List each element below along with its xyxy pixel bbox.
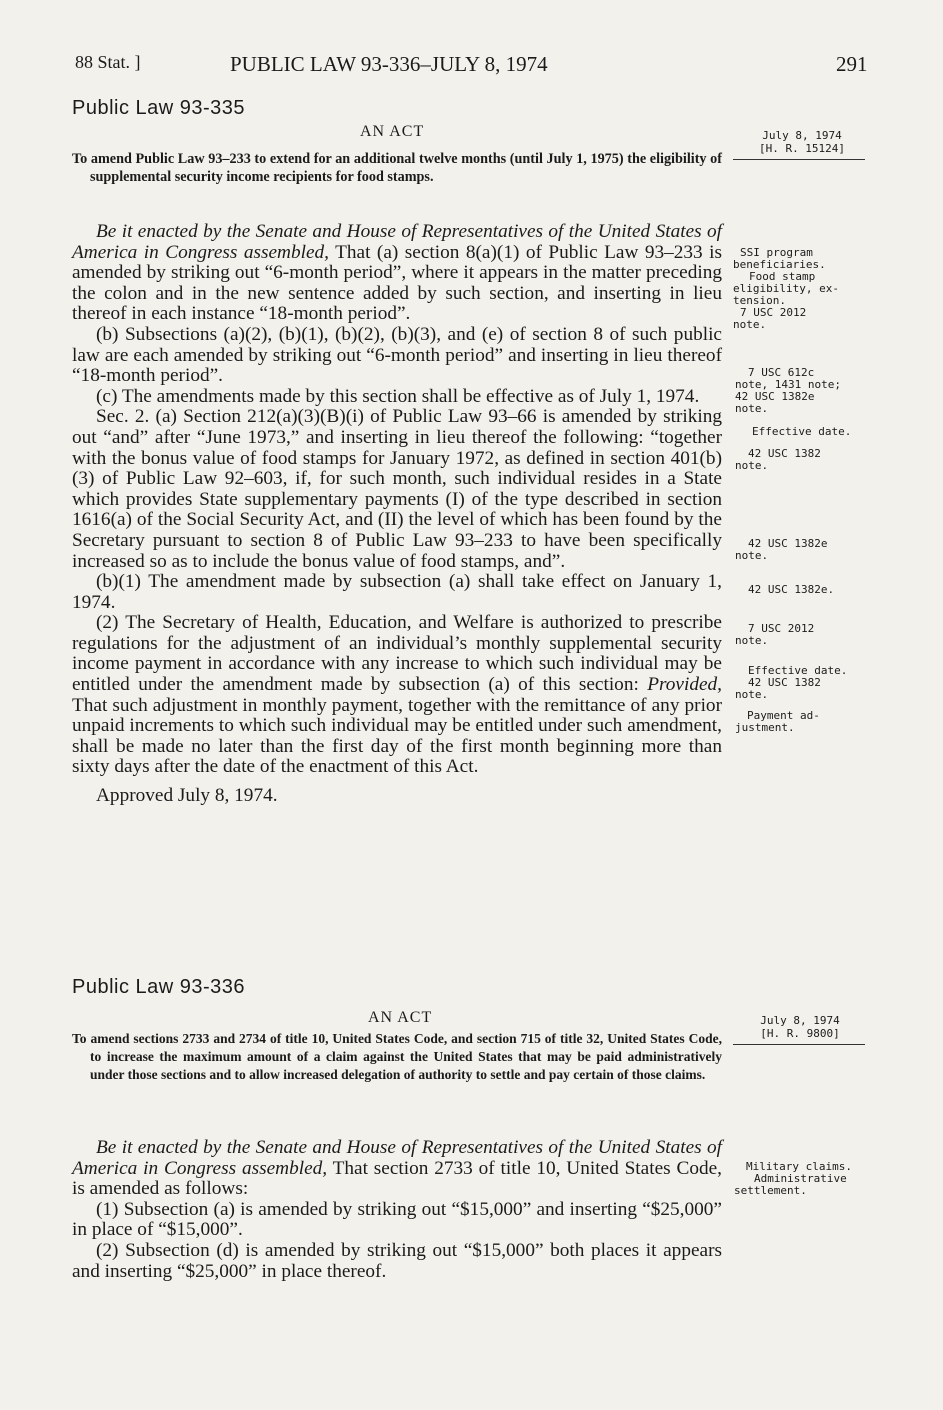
law1-side-bill: [H. R. 15124] bbox=[758, 142, 846, 155]
note-line: Military claims. bbox=[746, 1160, 852, 1173]
law2-side-bill: [H. R. 9800] bbox=[760, 1027, 840, 1040]
note-line: SSI program bbox=[740, 246, 813, 259]
law2-long-title bbox=[72, 1030, 722, 1084]
law1-margin-note-1 bbox=[733, 246, 839, 331]
law2-subsection-2: (2) Subsection (d) is amended by striking out “$15,000” both places it appears and inserting “$25,000” in place thereof. bbox=[72, 1239, 722, 1282]
note-line: 42 USC 1382e bbox=[735, 390, 815, 403]
law1-margin-note-4 bbox=[735, 447, 821, 472]
note-line: note. bbox=[735, 459, 769, 472]
note-line: note, 1431 note; bbox=[735, 378, 841, 391]
law2-enacting-clause: Be it enacted by the Senate and House of Representatives of the United States of America in Congress assembled, bbox=[72, 1137, 722, 1179]
law2-side-rule bbox=[733, 1044, 865, 1045]
note-line: note. bbox=[735, 688, 769, 701]
law1-section-1b: (b) Subsections (a)(2), (b)(1), (b)(2), (b)(3), and (e) of section 8 of such public law are each amended by striking out “6-month period” and inserting in lieu thereof “18-month period”. bbox=[72, 323, 722, 387]
law1-enacting-clause: Be it enacted by the Senate and House of Representatives of the United States of America in Congress assembled, bbox=[72, 221, 722, 263]
law1-long-title-text: To amend Public Law 93–233 to extend for an additional twelve months (until July 1, 1975) the eligibility of supplemental security income recipients for food stamps. bbox=[72, 151, 722, 185]
law1-section-1c: (c) The amendments made by this section shall be effective as of July 1, 1974. bbox=[96, 385, 700, 407]
note-line: justment. bbox=[735, 721, 795, 734]
law1-p6-b: That such adjustment in monthly payment, together with the remittance of any prior unpaid increments to which such individual may be entitled under such amendment, shall be made no later than the first day of the first month beginning more than sixty days after the date of the enactment of this Act. bbox=[72, 694, 722, 778]
law1-p6-provided: Provided, bbox=[647, 674, 722, 696]
note-line: 7 USC 2012 bbox=[740, 306, 807, 319]
note-line: note. bbox=[735, 634, 769, 647]
law1-margin-note-5 bbox=[735, 537, 828, 562]
note-line: beneficiaries. bbox=[733, 258, 826, 271]
law2-margin-note bbox=[734, 1160, 852, 1197]
law1-body bbox=[72, 222, 722, 807]
note-line: note. bbox=[735, 402, 769, 415]
law1-approved: Approved July 8, 1974. bbox=[96, 785, 278, 807]
law1-margin-note-2 bbox=[735, 366, 841, 415]
note-line: 7 USC 612c bbox=[748, 366, 815, 379]
law1-section-2b2 bbox=[72, 613, 722, 778]
law2-section-1 bbox=[72, 1138, 722, 1200]
law1-margin-note-7 bbox=[735, 622, 815, 647]
note-line: tension. bbox=[733, 294, 786, 307]
note-line: 42 USC 1382 bbox=[748, 447, 821, 460]
law1-margin-note-9 bbox=[735, 709, 820, 734]
law1-margin-note-6: 42 USC 1382e. bbox=[748, 583, 835, 596]
header-title: PUBLIC LAW 93-336–JULY 8, 1974 bbox=[230, 52, 548, 76]
law1-title: Public Law 93-335 bbox=[72, 97, 246, 119]
law2-act-heading: AN ACT bbox=[368, 1009, 433, 1026]
note-line: note. bbox=[733, 318, 767, 331]
law1-section-2a: Sec. 2. (a) Section 212(a)(3)(B)(i) of Public Law 93–66 is amended by striking out “and” after “June 1973,” and inserting in lieu thereof the following: “together with the bonus value of food stamps for January 1972, as defined in section 401(b)(3) of Public Law 92–603, if, for such month, such individual resides in a State which provides State supplementary payments (I) of the type described in section 1616(a) of the Social Security Act, and (II) the level of which has been found by the Secretary pursuant to section 8 of Public Law 93–233 to have been specifically increased so as to include the bonus value of food stamps, and”. bbox=[72, 406, 722, 572]
note-line: settlement. bbox=[734, 1184, 807, 1197]
header-volume-ref: 88 Stat. ] bbox=[75, 52, 141, 72]
note-line: Effective date. bbox=[748, 664, 848, 677]
header-page-number: 291 bbox=[836, 52, 868, 76]
law2-subsection-1: (1) Subsection (a) is amended by striking out “$15,000” and inserting “$25,000” in place of “$15,000”. bbox=[72, 1198, 722, 1241]
note-line: 42 USC 1382e bbox=[748, 537, 828, 550]
law1-act-heading: AN ACT bbox=[360, 123, 425, 140]
note-line: Food stamp bbox=[749, 270, 816, 283]
law1-p1-text: That (a) section 8(a)(1) of Public Law 93–233 is amended by striking out “6-month period”, where it appears in the matter preceding the colon and in the new sentence added by such section, and inserting in lieu thereof in each instance “18-month period”. bbox=[72, 241, 723, 325]
note-line: eligibility, ex- bbox=[733, 282, 839, 295]
law1-side-date: July 8, 1974 bbox=[762, 129, 842, 142]
law2-long-title-text: To amend sections 2733 and 2734 of title 10, United States Code, and section 715 of title 32, United States Code, to increase the maximum amount of a claim against the United States that may be paid administratively under those sections and to allow increased delegation of authority to settle and pay certain of those claims. bbox=[72, 1031, 722, 1082]
law2-title: Public Law 93-336 bbox=[72, 976, 246, 998]
note-line: Administrative bbox=[754, 1172, 847, 1185]
law1-section-1a bbox=[72, 222, 722, 325]
note-line: Payment ad- bbox=[747, 709, 820, 722]
note-line: 7 USC 2012 bbox=[748, 622, 815, 635]
law1-margin-note-8 bbox=[735, 664, 848, 701]
law2-side-date: July 8, 1974 bbox=[760, 1014, 840, 1027]
law1-p6-a: (2) The Secretary of Health, Education, and Welfare is authorized to prescribe regulations for the adjustment of an individual’s monthly supplemental security income payment in accordance with any increase to which such individual may be entitled under the amendment made by subsection (a) of this section: bbox=[72, 612, 722, 696]
law1-side-rule bbox=[733, 159, 865, 160]
law2-body bbox=[72, 1138, 722, 1282]
law2-p1-text: That section 2733 of title 10, United States Code, is amended as follows: bbox=[72, 1157, 722, 1200]
law1-margin-note-3: Effective date. bbox=[752, 425, 852, 438]
note-line: 42 USC 1382 bbox=[748, 676, 821, 689]
law1-long-title bbox=[72, 150, 722, 186]
note-line: note. bbox=[735, 549, 769, 562]
law1-section-2b1: (b)(1) The amendment made by subsection (a) shall take effect on January 1, 1974. bbox=[72, 571, 722, 613]
